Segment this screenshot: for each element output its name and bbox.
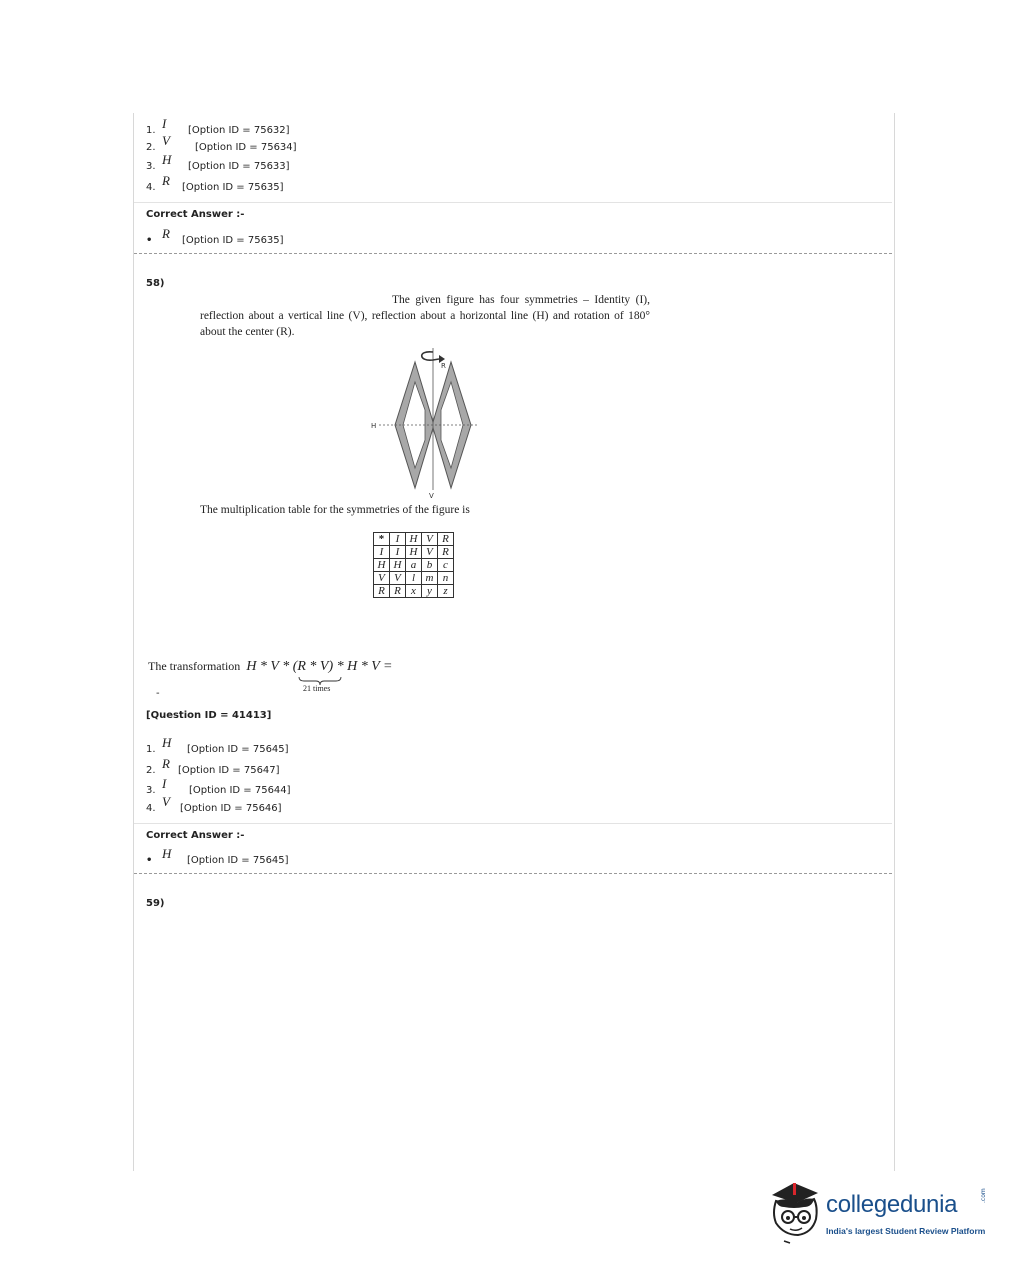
option-2[interactable]: 2. R [Option ID = 75647] [146, 756, 280, 776]
transformation-expression: H * V * (R * V) * H * V = [246, 659, 393, 674]
multiplication-table-wrap [373, 532, 454, 598]
table-cell: H [406, 546, 422, 559]
question-id: [Question ID = 41413] [146, 710, 272, 721]
label-v: V [429, 492, 434, 500]
table-row [374, 559, 454, 572]
table-row [374, 585, 454, 598]
table-cell: x [406, 585, 422, 598]
table-cell: H [390, 559, 406, 572]
option-4[interactable]: 4. V [Option ID = 75646] [146, 794, 282, 814]
table-cell: I [390, 546, 406, 559]
question-number-59: 59) [146, 898, 165, 909]
table-cell: l [406, 572, 422, 585]
option-3[interactable]: 3. I [Option ID = 75644] [146, 776, 291, 796]
table-cell: V [422, 546, 438, 559]
table-cell: * [374, 533, 390, 546]
table-cell: H [406, 533, 422, 546]
brand-tld: .com [980, 1188, 987, 1203]
table-cell: V [422, 533, 438, 546]
dash-mark: - [156, 688, 160, 699]
multiplication-table [373, 532, 454, 598]
brand-name: collegedunia [826, 1191, 958, 1218]
question-intro: The given figure has four symmetries – Identity (I), reflection about a vertical line (V), reflection about a horizontal line (H) and rotation of 180° about the center (R). [200, 294, 650, 338]
table-cell: a [406, 559, 422, 572]
table-cell: I [374, 546, 390, 559]
question-number: 58) [146, 278, 165, 289]
prev-correct-answer: • R [Option ID = 75635] [146, 226, 284, 246]
prev-option-3[interactable]: 3. H [Option ID = 75633] [146, 152, 290, 172]
prev-option-2[interactable]: 2. V [Option ID = 75634] [146, 133, 297, 153]
table-cell: m [422, 572, 438, 585]
option-1[interactable]: 1. H [Option ID = 75645] [146, 735, 289, 755]
correct-answer-label: Correct Answer :- [146, 209, 245, 220]
question-separator [134, 873, 892, 874]
table-cell: V [374, 572, 390, 585]
table-cell: V [390, 572, 406, 585]
table-cell: H [374, 559, 390, 572]
table-cell: R [390, 585, 406, 598]
table-row [374, 533, 454, 546]
table-row [374, 572, 454, 585]
table-cell: b [422, 559, 438, 572]
rotation-arrow-icon [422, 352, 439, 360]
prev-option-4[interactable]: 4. R [Option ID = 75635] [146, 173, 284, 193]
table-cell: n [438, 572, 454, 585]
label-r: R [441, 362, 446, 370]
brace-note: 21 times [303, 684, 331, 693]
table-cell: R [438, 546, 454, 559]
table-caption: The multiplication table for the symmetries of the figure is [200, 504, 470, 516]
divider [134, 202, 892, 203]
label-h: H [371, 422, 377, 430]
divider [134, 823, 892, 824]
correct-answer-label: Correct Answer :- [146, 830, 245, 841]
table-cell: R [438, 533, 454, 546]
transformation-line: The transformation H * V * (R * V) * H * V = [148, 659, 393, 674]
collegedunia-logo[interactable] [766, 1177, 996, 1247]
table-cell: y [422, 585, 438, 598]
table-cell: c [438, 559, 454, 572]
correct-answer: • H [Option ID = 75645] [146, 846, 289, 866]
table-row [374, 546, 454, 559]
table-cell: I [390, 533, 406, 546]
question-separator [134, 253, 892, 254]
brand-tagline: India's largest Student Review Platform [826, 1226, 986, 1236]
prev-option-1[interactable]: 1. I [Option ID = 75632] [146, 116, 290, 136]
table-cell: z [438, 585, 454, 598]
page-frame [133, 113, 895, 1171]
table-cell: R [374, 585, 390, 598]
mascot-icon [766, 1177, 824, 1247]
symmetry-figure [365, 340, 490, 500]
